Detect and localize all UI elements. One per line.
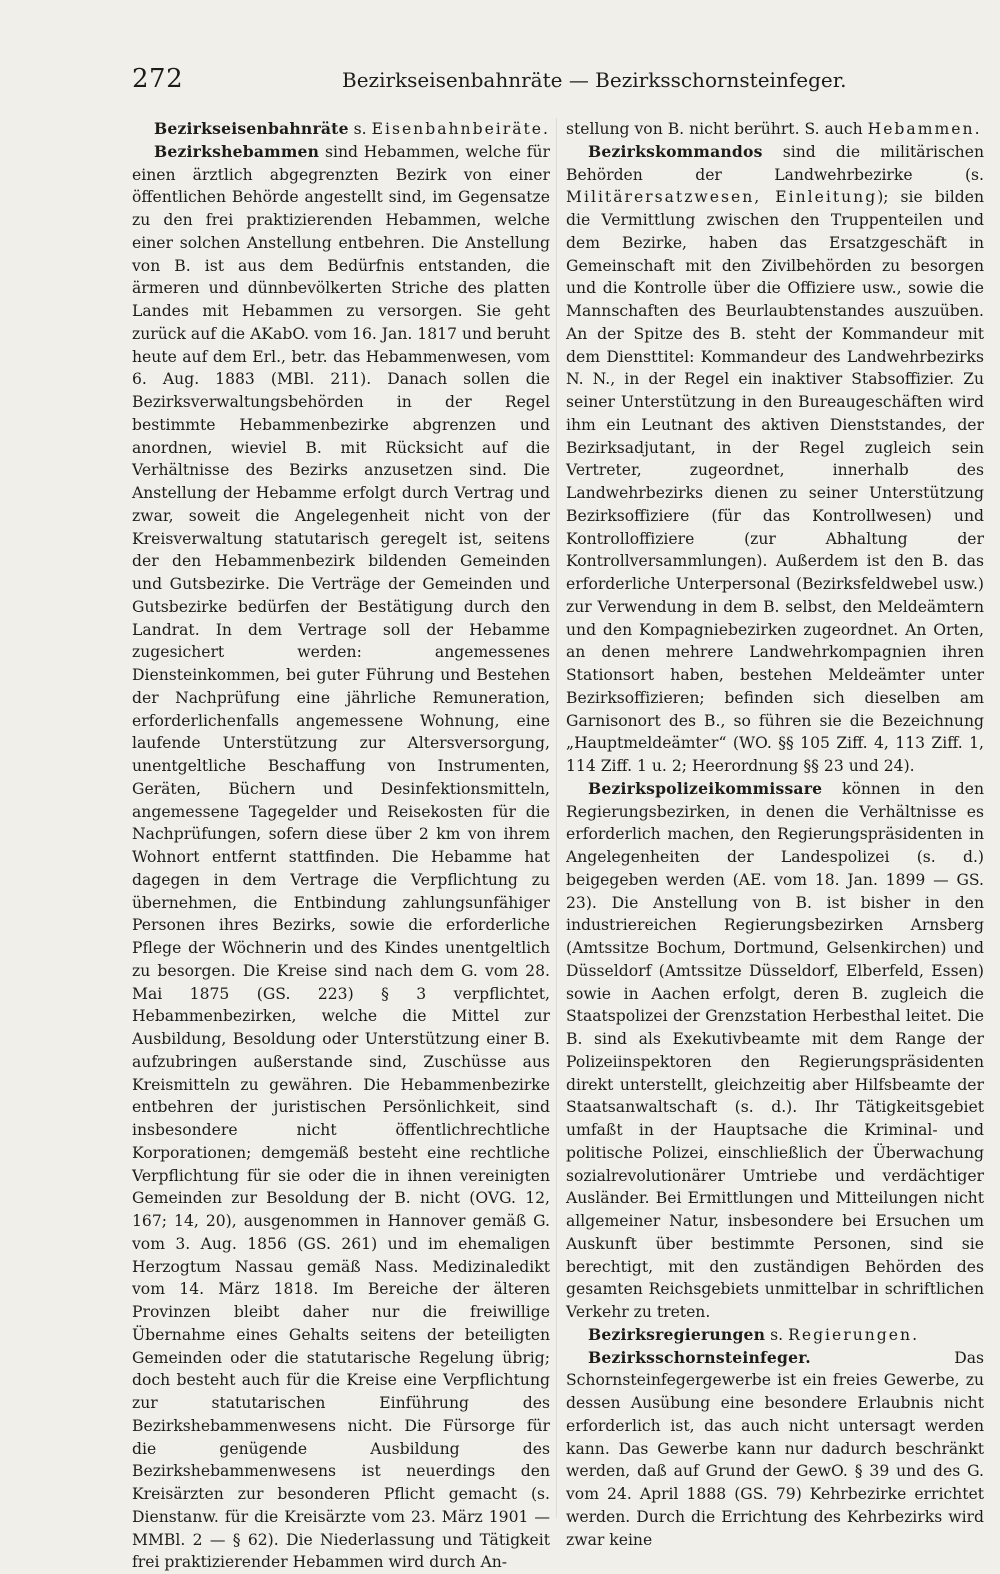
entry-body: sind die militärischen Behörden der Landwehrbezirke (s.: [566, 142, 984, 184]
column-gutter: [556, 118, 557, 1518]
entry-term: Bezirksschornsteinfeger.: [588, 1347, 811, 1367]
cross-reference: Regierungen: [788, 1325, 913, 1344]
cross-reference: Eisenbahnbeiräte: [371, 120, 544, 138]
entry-tail: .: [543, 120, 548, 138]
left-column: [132, 118, 550, 1574]
entry-body: s.: [765, 1325, 789, 1344]
entry-tail: .: [974, 120, 980, 138]
entry-bezirkshebammen: [132, 141, 550, 1574]
entry-term: Bezirkseisenbahnräte: [154, 119, 349, 138]
entry-bezirksschornsteinfeger: [566, 1347, 984, 1552]
right-column: [566, 118, 984, 1551]
page-number: 272: [132, 64, 184, 94]
entry-body: stellung von B. nicht berührt. S. auch: [566, 120, 868, 138]
page-header: [132, 64, 978, 100]
entry-term: Bezirkshebammen: [154, 141, 320, 161]
entry-tail: .: [912, 1325, 918, 1344]
entry-bezirkspolizeikommissare: [566, 778, 984, 1324]
entry-tail: ); sie bilden die Vermittlung zwischen den Truppenteilen und dem Bezirke, haben das Ersatzgeschäft in Gemeinschaft mit den Zivilbehörden zu besorgen und die Kontrolle über die Offiziere usw., sowie die Mannschaften des Beurlaubtenstandes auszuüben. An der Spitze des B. steht der Kommandeur mit dem Diensttitel: Kommandeur des Landwehrbezirks N. N., in der Regel ein inaktiver Stabsoffizier. Zu seiner Unterstützung in den Bureaugeschäften wird ihm ein Leutnant des aktiven Dienststandes, der Bezirksadjutant, in der Regel zugleich sein Vertreter, zugeordnet, innerhalb des Landwehrbezirks dienen zu seiner Unterstützung Bezirksoffiziere (für das Kontrollwesen) und Kontrolloffiziere (zur Abhaltung der Kontrollversammlungen). Außerdem ist den B. das erforderliche Unterpersonal (Bezirksfeldwebel usw.) zur Verwendung in dem B. selbst, den Meldeämtern und den Kompagniebezirken zugeordnet. An Orten, an denen mehrere Landwehrkompagnien ihren Stationsort haben, bestehen Meldeämter unter Bezirksoffizieren; befinden sich dieselben am Garnisonort des B., so führen sie die Bezeichnung „Hauptmeldeämter“ (WO. §§ 105 Ziff. 4, 113 Ziff. 1, 114 Ziff. 1 u. 2; Heerordnung §§ 23 und 24).: [566, 188, 984, 775]
entry-body: Das Schornsteinfegergewerbe ist ein freies Gewerbe, zu dessen Ausübung eine besondere Erlaubnis nicht erforderlich ist, das auch nicht untersagt werden kann. Das Gewerbe kann nur dadurch beschränkt werden, daß auf Grund der GewO. § 39 und des G. vom 24. April 1888 (GS. 79) Kehrbezirke errichtet werden. Durch die Errichtung des Kehrbezirks wird zwar keine: [566, 1348, 984, 1549]
cross-reference: Militärersatzwesen, Einleitung: [566, 188, 878, 207]
entry-term: Bezirkskommandos: [588, 141, 763, 161]
entry-bezirkseisenbahnraete: [132, 118, 550, 141]
running-title: Bezirkseisenbahnräte — Bezirksschornsteinfeger.: [342, 68, 847, 92]
entry-body: sind Hebammen, welche für einen ärztlich abgegrenzten Bezirk von einer öffentlichen Behörde angestellt sind, im Gegensatze zu den frei praktizierenden Hebammen, welche einer solchen Anstellung entbehren. Die Anstellung von B. ist aus dem Bedürfnis entstanden, die ärmeren und dünnbevölkerten Striche des platten Landes mit Hebammen zu versorgen. Sie geht zurück auf die AKabO. vom 16. Jan. 1817 und beruht heute auf dem Erl., betr. das Hebammenwesen, vom 6. Aug. 1883 (MBl. 211). Danach sollen die Bezirksverwaltungsbehörden in der Regel bestimmte Hebammenbezirke abgrenzen und anordnen, wieviel B. mit Rücksicht auf die Verhältnisse des Bezirks anzusetzen sind. Die Anstellung der Hebamme erfolgt durch Vertrag und zwar, soweit die Angelegenheit nicht von der Kreisverwaltung statutarisch geregelt ist, seitens der den Hebammenbezirk bildenden Gemeinden und Gutsbezirke. Die Verträge der Gemeinden und Gutsbezirke bedürfen der Bestätigung durch den Landrat. In dem Vertrage soll der Hebamme zugesichert werden: angemessenes Diensteinkommen, bei guter Führung und Bestehen der Nachprüfung eine jährliche Remuneration, erforderlichenfalls angemessene Wohnung, eine laufende Unterstützung zur Altersversorgung, unentgeltliche Beschaffung von Instrumenten, Geräten, Büchern und Desinfektionsmitteln, angemessene Tagegelder und Reisekosten für die Nachprüfungen, sofern diese über 2 km von ihrem Wohnort entfernt stattfinden. Die Hebamme hat dagegen in dem Vertrage die Verpflichtung zu übernehmen, die Entbindung zahlungsunfähiger Personen ihres Bezirks, sowie die erforderliche Pflege der Wöchnerin und des Kindes unentgeltlich zu besorgen. Die Kreise sind nach dem G. vom 28. Mai 1875 (GS. 223) § 3 verpflichtet, Hebammenbezirken, welche die Mittel zur Ausbildung, Besoldung oder Unterstützung einer B. aufzubringen außerstande sind, Zuschüsse aus Kreismitteln zu gewähren. Die Hebammenbezirke entbehren der juristischen Persönlichkeit, sind insbesondere nicht öffentlichrechtliche Korporationen; demgemäß besteht eine rechtliche Verpflichtung für sie oder die in ihnen vereinigten Gemeinden zur Besoldung der B. nicht (OVG. 12, 167; 14, 20), ausgenommen in Hannover gemäß G. vom 3. Aug. 1856 (GS. 261) und im ehemaligen Herzogtum Nassau gemäß Nass. Medizinaledikt vom 14. März 1818. Im Bereiche der älteren Provinzen bleibt daher nur die freiwillige Übernahme eines Gehalts seitens der beteiligten Gemeinden oder die statutarische Regelung übrig; doch besteht auch für die Kreise eine Verpflichtung zur statutarischen Einführung des Bezirkshebammenwesens nicht. Die Fürsorge für die genügende Ausbildung des Bezirkshebammenwesens ist neuerdings den Kreisärzten zur besonderen Pflicht gemacht (s. Dienstanw. für die Kreisärzte vom 23. März 1901 — MMBl. 2 — § 62). Die Niederlassung und Tätigkeit frei praktizierender Hebammen wird durch An-: [132, 142, 550, 1572]
entry-body: können in den Regierungsbezirken, in denen die Verhältnisse es erforderlich machen, den Regierungspräsidenten in Angelegenheiten der Landespolizei (s. d.) beigegeben werden (AE. vom 18. Jan. 1899 — GS. 23). Die Anstellung von B. ist bisher in den industriereichen Regierungsbezirken Arnsberg (Amtssitze Bochum, Dortmund, Gelsenkirchen) und Düsseldorf (Amtssitze Düsseldorf, Elberfeld, Essen) sowie in Aachen erfolgt, deren B. zugleich die Staatspolizei der Grenzstation Herbesthal leitet. Die B. sind als Exekutivbeamte mit dem Range der Polizeiinspektoren den Regierungspräsidenten direkt unterstellt, gleichzeitig aber Hilfsbeamte der Staatsanwaltschaft (s. d.). Ihr Tätigkeitsgebiet umfaßt in der Hauptsache die Kriminal- und politische Polizei, einschließlich der Überwachung sozialrevolutionärer Umtriebe und verdächtiger Ausländer. Bei Ermittlungen und Mitteilungen nicht allgemeiner Natur, insbesondere bei Ersuchen um Auskunft über bestimmte Personen, sind sie berechtigt, mit den zuständigen Behörden des gesamten Reichsgebiets unmittelbar in schriftlichen Verkehr zu treten.: [566, 779, 984, 1321]
entry-body: s.: [348, 120, 372, 138]
entry-continuation: [566, 118, 984, 141]
entry-term: Bezirksregierungen: [588, 1324, 766, 1344]
entry-bezirksregierungen: [566, 1324, 984, 1347]
entry-term: Bezirkspolizeikommissare: [588, 778, 823, 798]
cross-reference: Hebammen: [867, 120, 975, 138]
entry-bezirkskommandos: [566, 141, 984, 778]
